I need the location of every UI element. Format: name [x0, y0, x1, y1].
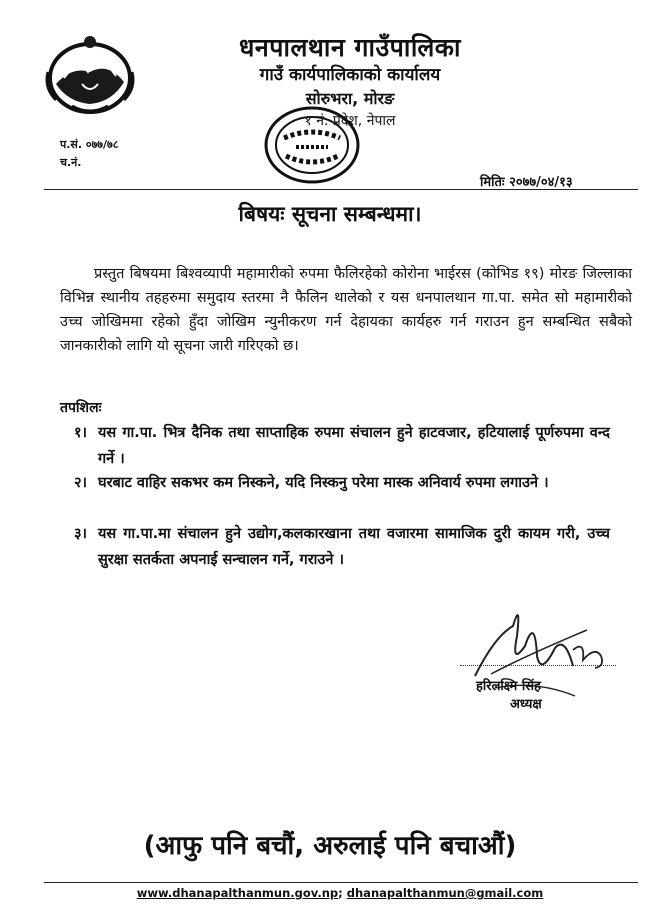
signatory-name: हरिलक्ष्मि सिंह — [476, 679, 541, 694]
footer-divider — [44, 882, 638, 883]
list-item-text: यस गा.पा.मा संचालन हुने उद्योग,कलकारखाना तथा वजारमा सामाजिक दुरी कायम गरी, उच्च सुरक्षा सतर्कता अपनाई सन्चालन गर्ने, गराउने । — [98, 526, 610, 568]
list-item — [62, 420, 610, 472]
signature-line — [460, 665, 616, 666]
list-item-number: १। — [74, 425, 88, 441]
public-slogan: (आफु पनि बचौं, अरुलाई पनि बचाऔं) — [143, 831, 517, 861]
signatory-title: अध्यक्ष — [510, 697, 542, 712]
list-item-text: घरबाट वाहिर सकभर कम निस्कने, यदि निस्कनु परेमा मास्क अनिवार्य रुपमा लगाउने । — [98, 475, 549, 491]
list-item — [62, 470, 610, 496]
office-name: गाउँ कार्यपालिकाको कार्यालय — [259, 65, 441, 85]
office-province: १ नं. प्रदेश, नेपाल — [304, 113, 396, 129]
municipality-name: धनपालथान गाउँपालिका — [239, 33, 461, 62]
footer-contact — [100, 886, 580, 900]
email-link[interactable]: dhanapalthanmun@gmail.com — [346, 886, 544, 900]
footer-separator: ; — [338, 886, 343, 900]
letter-subject: बिषयः सूचना सम्बन्धमा। — [238, 202, 422, 226]
list-item-text: यस गा.पा. भित्र दैनिक तथा साप्ताहिक रुपमा संचालन हुने हाटवजार, हटियालाई पूर्णरुपमा वन्द गर्ने । — [98, 425, 610, 467]
header-divider — [44, 189, 638, 190]
body-paragraph: प्रस्तुत बिषयमा बिश्वव्यापी महामारीको रुपमा फैलिरहेको कोरोना भाईरस (कोभिड १९) मोरङ जिल्लाका विभिन्न स्थानीय तहहरुमा समुदाय स्तरमा नै फैलिन थालेको र यस धनपालथान गा.पा. समेत सो महामारीको उच्च जोखिममा रहेको हुँदा जोखिम न्युनीकरण गर्न देहायका कार्यहरु गर्न गराउन हुन सम्बन्धित सबैको जानकारीको लागि यो सूचना जारी गरिएको छ। — [60, 266, 632, 354]
letter-date: मितिः २०७७/०४/१३ — [480, 175, 573, 190]
nepal-government-emblem-icon — [42, 32, 138, 118]
website-link[interactable]: www.dhanapalthanmun.gov.np — [136, 886, 339, 900]
list-item-number: २। — [74, 475, 88, 491]
list-item-number: ३। — [74, 526, 88, 542]
office-location: सोरुभरा, मोरङ — [305, 89, 395, 108]
dispatch-number: च.नं. — [60, 156, 82, 169]
office-stamp-icon — [262, 104, 362, 186]
details-label: तपशिलः — [60, 400, 102, 416]
list-item — [62, 521, 610, 573]
fiscal-year-ref: प.सं. ०७७/७८ — [60, 138, 119, 151]
